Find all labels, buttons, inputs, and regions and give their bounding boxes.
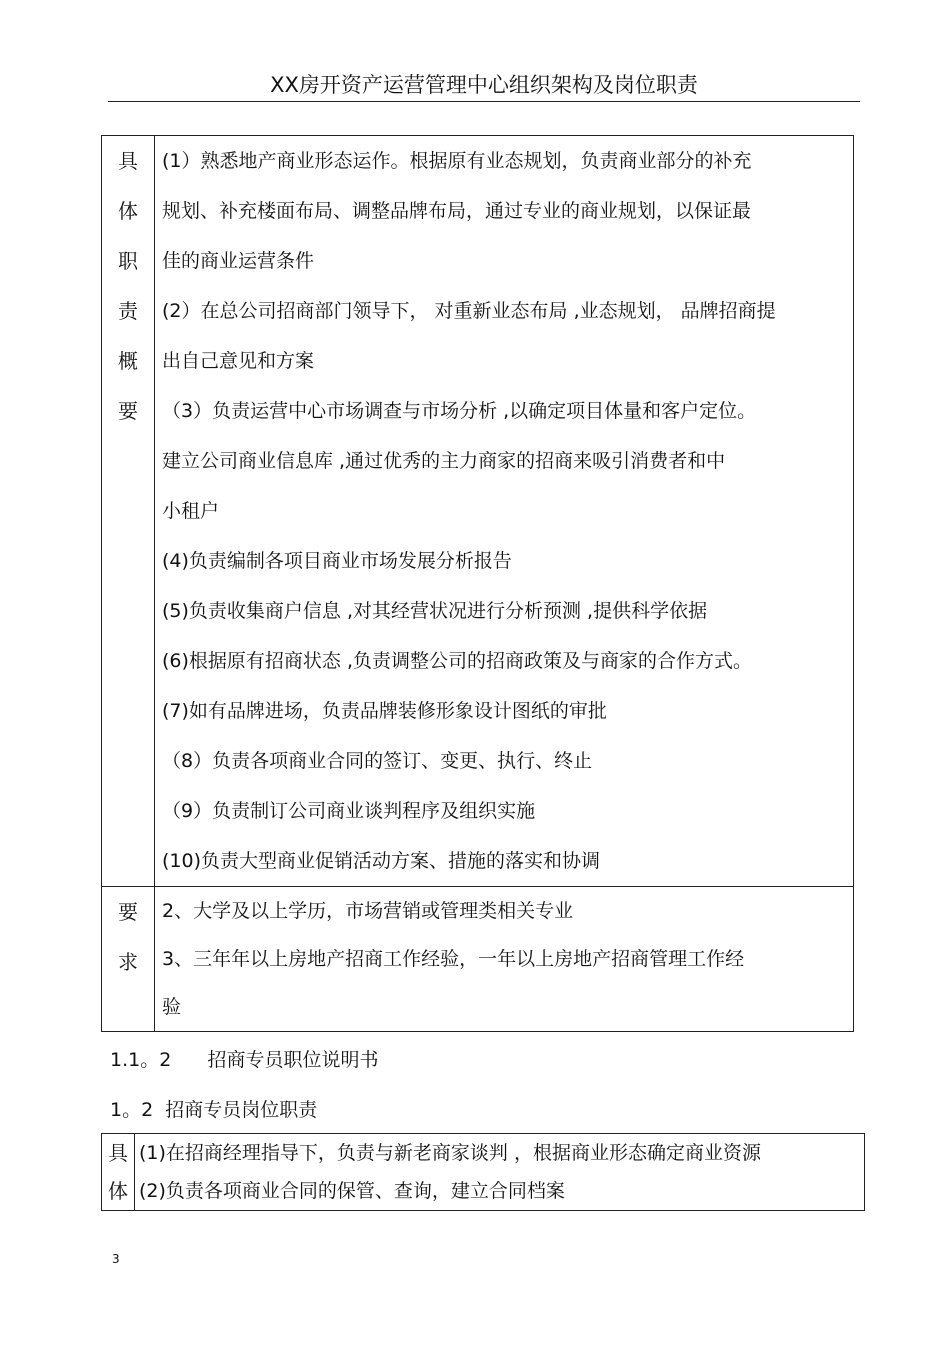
page-header-title: XX房开资产运营管理中心组织架构及岗位职责 [270,73,698,97]
duty-line: （3）负责运营中心市场调查与市场分析 ,以确定项目体量和客户定位。 [162,400,757,422]
specialist-duty-line: (2)负责各项商业合同的保管、查询，建立合同档案 [139,1180,565,1202]
duties-row [102,136,854,887]
duty-line: （9）负责制订公司商业谈判程序及组织实施 [162,800,536,822]
specialist-duty-line: (1)在招商经理指导下，负责与新老商家谈判 ，根据商业形态确定商业资源 [139,1142,761,1164]
duties-label-char: 体 [118,199,138,223]
specialist-content-cell [135,1134,865,1211]
page-number: 3 [112,1252,120,1266]
duty-line: (5)负责收集商户信息 ,对其经营状况进行分析预测 ,提供科学依据 [162,600,708,622]
specialist-duties-row [102,1134,865,1211]
specialist-label-cell [102,1134,135,1211]
duty-line: 建立公司商业信息库 ,通过优秀的主力商家的招商来吸引消费者和中 [162,450,726,472]
section-heading-job-duties: 1。2 招商专员岗位职责 [110,1099,318,1121]
section-heading-job-description: 1.1。2 招商专员职位说明书 [110,1049,379,1071]
duties-label-char: 职 [118,249,138,273]
duties-label-cell [102,136,155,887]
requirement-line: 3、三年年以上房地产招商工作经验，一年以上房地产招商管理工作经 [162,948,745,970]
duty-line: 出自己意见和方案 [162,350,315,372]
duties-label-char: 责 [118,299,138,323]
duty-line: 佳的商业运营条件 [162,250,315,272]
duty-line: 规划、补充楼面布局、调整品牌布局，通过专业的商业规划，以保证最 [162,200,752,222]
duty-line: (1）熟悉地产商业形态运作。根据原有业态规划，负责商业部分的补充 [162,150,752,172]
specialist-label-char: 体 [108,1179,128,1203]
requirement-line: 2、大学及以上学历，市场营销或管理类相关专业 [162,900,574,922]
specialist-label-char: 具 [108,1141,128,1165]
requirements-label-char: 求 [118,950,138,974]
duties-label-char: 概 [118,349,138,373]
duty-line: （8）负责各项商业合同的签订、变更、执行、终止 [162,750,593,772]
duty-line: (7)如有品牌进场，负责品牌装修形象设计图纸的审批 [162,700,607,722]
duty-line: (6)根据原有招商状态 ,负责调整公司的招商政策及与商家的合作方式。 [162,650,752,672]
duties-label-char: 具 [118,149,138,173]
duties-content-cell [155,136,854,887]
specialist-duties-table [101,1133,865,1211]
requirements-label-char: 要 [118,900,138,924]
requirements-row [102,887,854,1032]
duty-line: (2）在总公司招商部门领导下， 对重新业态布局 ,业态规划， 品牌招商提 [162,300,776,322]
duty-line: (4)负责编制各项目商业市场发展分析报告 [162,550,512,572]
header-divider [108,101,860,102]
duties-table [101,135,854,1032]
duty-line: 小租户 [162,500,220,522]
duty-line: (10)负责大型商业促销活动方案、措施的落实和协调 [162,850,601,872]
requirement-line: 验 [162,996,182,1018]
requirements-content-cell [155,887,854,1032]
requirements-label-cell [102,887,155,1032]
duties-label-char: 要 [118,399,138,423]
